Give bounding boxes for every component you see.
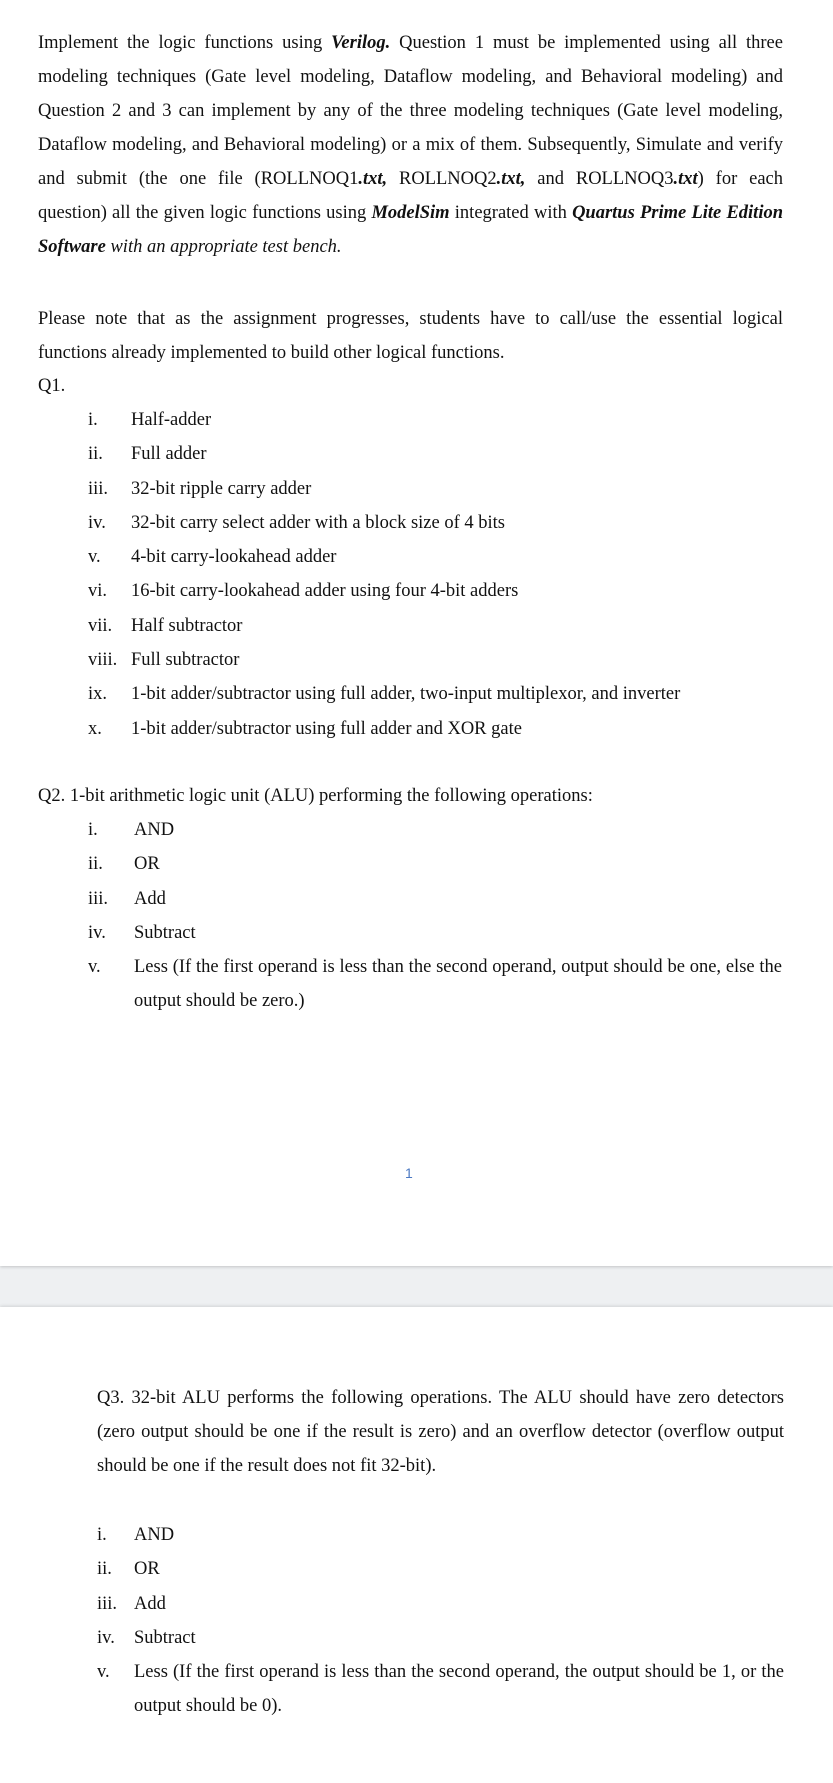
item-text: 32-bit ripple carry adder (131, 478, 312, 499)
item-number: iii. (88, 478, 109, 499)
list-item (88, 950, 788, 1020)
list-item (88, 813, 788, 847)
file-extension: .txt (673, 169, 698, 189)
item-text: Subtract (134, 1627, 196, 1648)
list-item (88, 540, 788, 574)
item-number: i. (88, 820, 98, 840)
list-item (88, 712, 788, 746)
item-text: 16-bit carry-lookahead adder using four 4-bit adders (131, 581, 519, 602)
item-text: 1-bit adder/subtractor using full adder and XOR gate (131, 718, 522, 739)
item-text: Subtract (134, 922, 196, 943)
item-number: vii. (88, 615, 113, 636)
item-text: Full adder (131, 444, 207, 465)
item-text: Add (134, 888, 166, 909)
item-number: i. (88, 410, 98, 430)
item-number: v. (97, 1662, 110, 1683)
q3-paragraph: Q3. 32-bit ALU performs the following operations. The ALU should have zero detectors (zero output should be one if the result is zero) and an overflow detector (overflow output should be one if the result does not fit 32-bit). (97, 1388, 784, 1476)
intro-text: ROLLNOQ2 (387, 169, 497, 189)
item-text: 32-bit carry select adder with a block size of 4 bits (131, 512, 505, 533)
item-text: 4-bit carry-lookahead adder (131, 547, 337, 568)
q3-list (97, 1518, 787, 1725)
list-item (97, 1552, 787, 1586)
item-number: ix. (88, 684, 108, 705)
intro-text: with an appropriate test bench. (105, 237, 342, 257)
intro-text: Implement the logic functions using (38, 33, 332, 53)
item-number: iii. (97, 1593, 118, 1614)
instructions-paragraph (38, 26, 783, 264)
list-item (88, 916, 788, 950)
intro-text: integrated with (449, 203, 573, 223)
q1-heading: Q1. (38, 376, 66, 396)
list-item (88, 882, 788, 916)
list-item (88, 847, 788, 881)
item-number: ii. (88, 444, 103, 465)
q2-heading: Q2. 1-bit arithmetic logic unit (ALU) performing the following operations: (38, 786, 593, 806)
note-paragraph: Please note that as the assignment progresses, students have to call/use the essential logical functions already implemented to build other logical functions. (38, 309, 783, 363)
item-text: OR (134, 1559, 160, 1580)
item-text: AND (134, 820, 175, 840)
intro-text: ) for each question) all the given logic functions using (38, 169, 783, 223)
item-number: i. (97, 1525, 107, 1545)
q1-list (88, 403, 788, 746)
item-text: Add (134, 1593, 166, 1614)
page-number: 1 (405, 1165, 413, 1181)
item-number: viii. (88, 650, 118, 671)
list-item (88, 574, 788, 608)
item-text: 1-bit adder/subtractor using full adder, two-input multiplexor, and inverter (131, 684, 681, 705)
item-text: Less (If the first operand is less than the second operand, output should be one, else the output should be zero.) (134, 957, 782, 1012)
list-item (88, 643, 788, 677)
item-text: Full subtractor (131, 650, 240, 671)
item-text: OR (134, 854, 160, 875)
list-item (97, 1655, 787, 1725)
item-number: ii. (97, 1559, 112, 1580)
item-number: vi. (88, 581, 108, 602)
list-item (88, 609, 788, 643)
list-item (88, 472, 788, 506)
item-number: ii. (88, 854, 103, 875)
item-number: x. (88, 718, 102, 739)
list-item (88, 403, 788, 437)
file-extension: .txt, (358, 169, 388, 189)
item-number: iii. (88, 888, 109, 909)
list-item (97, 1518, 787, 1552)
item-text: Less (If the first operand is less than the second operand, the output should be 1, or the output should be 0). (134, 1662, 784, 1717)
item-number: iv. (88, 512, 106, 533)
intro-text: Question 1 must be implemented using all three modeling techniques (Gate level modeling, Dataflow modeling, and Behavioral modeling) and Question 2 and 3 can implement by any of the three modeling techniques (Gate level modeling, Dataflow modeling, and Behavioral modeling) or a mix of them. Subsequently, Simulate and verify and submit (the one file (ROLLNOQ1 (38, 33, 783, 189)
list-item (88, 506, 788, 540)
item-text: Half subtractor (131, 615, 243, 636)
intro-text: and ROLLNOQ3 (525, 169, 674, 189)
modelsim-term: ModelSim (371, 203, 450, 223)
verilog-term: Verilog. (331, 33, 391, 53)
list-item (88, 677, 788, 711)
item-text: Half-adder (131, 410, 212, 430)
item-text: AND (134, 1525, 175, 1545)
q2-list (88, 813, 788, 1020)
item-number: iv. (88, 922, 106, 943)
list-item (97, 1621, 787, 1655)
item-number: iv. (97, 1627, 115, 1648)
item-number: v. (88, 957, 101, 978)
file-extension: .txt, (496, 169, 526, 189)
list-item (88, 437, 788, 471)
list-item (97, 1587, 787, 1621)
quartus-term: Quartus Prime Lite Edition Software (38, 203, 783, 257)
item-number: v. (88, 547, 101, 568)
